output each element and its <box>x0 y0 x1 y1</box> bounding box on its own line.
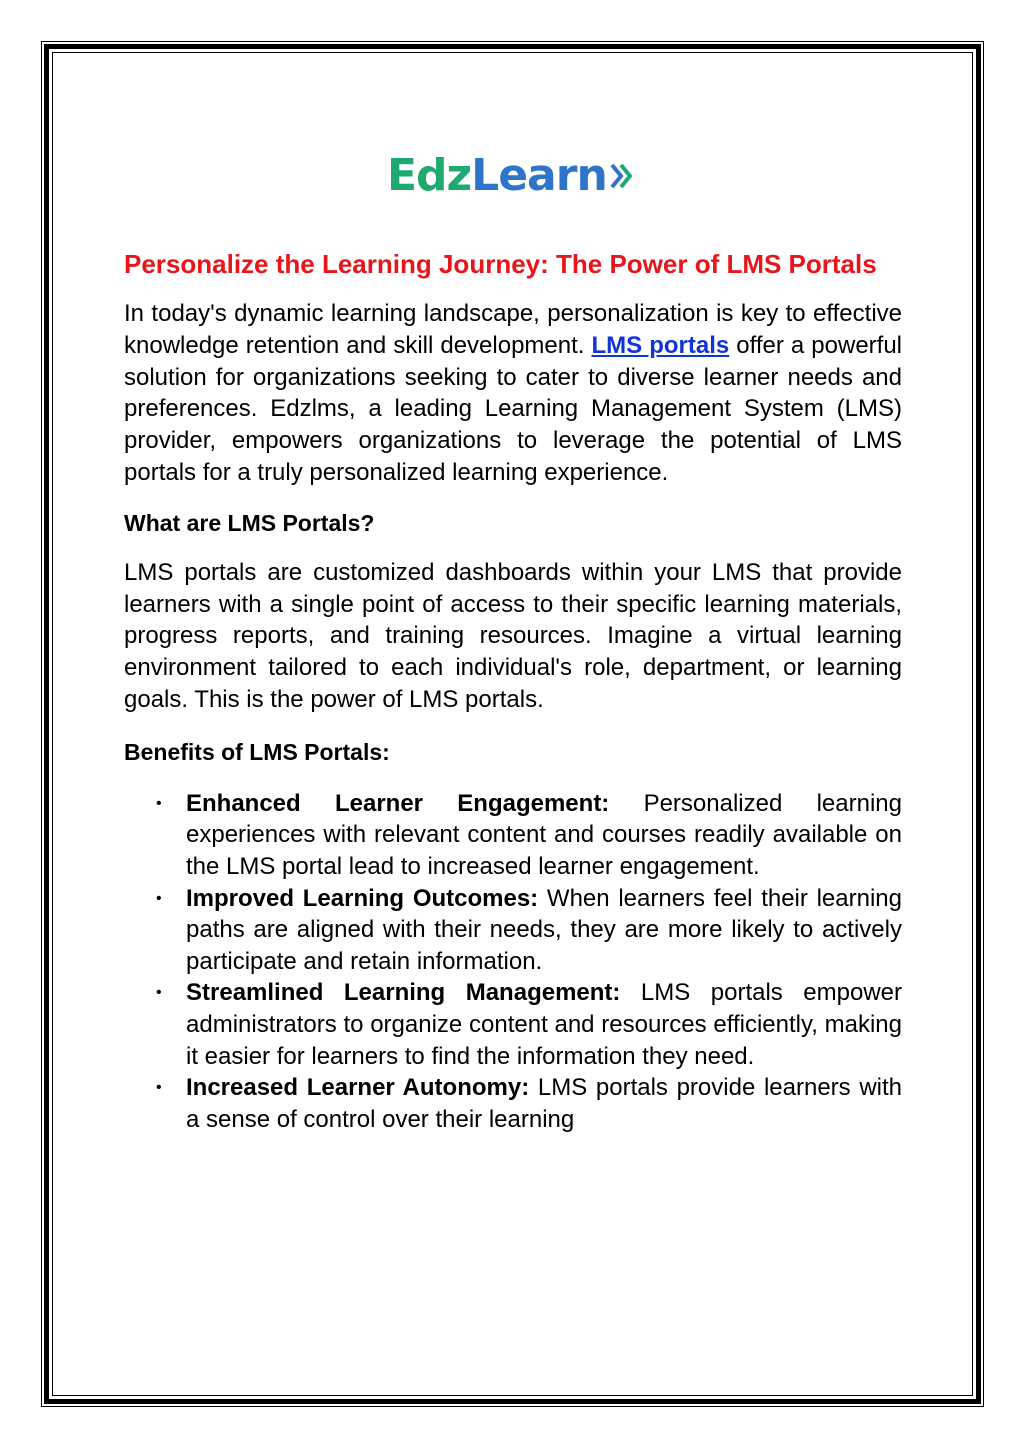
article-content <box>124 246 902 1135</box>
section-heading-what-are-lms-portals: What are LMS Portals? <box>124 509 375 536</box>
benefit-text: When learners feel their learning paths are aligned with their needs, they are more likely to actively participate and retain information. <box>186 884 902 975</box>
section-body-what-are-lms-portals: LMS portals are customized dashboards within your LMS that provide learners with a single point of access to their specific learning materials, progress reports, and training resources. Imagine a virtual learning environment tailored to each individual's role, department, or learning goals. This is the power of LMS portals. <box>124 558 902 713</box>
bullet-icon: • <box>156 889 162 907</box>
section-heading-benefits: Benefits of LMS Portals: <box>124 738 390 765</box>
list-item <box>124 883 902 978</box>
logo-text-edz: Edz <box>387 150 472 201</box>
intro-text-before: In today's dynamic learning landscape, personalization is key to effective knowledge retention and skill development. <box>124 300 902 359</box>
double-chevron-right-icon <box>609 161 635 191</box>
benefit-label: Improved Learning Outcomes: <box>186 884 539 912</box>
benefit-text: Personalized learning experiences with relevant content and courses readily available on the LMS portal lead to increased learner engagement. <box>186 789 902 880</box>
benefit-label: Increased Learner Autonomy: <box>186 1074 530 1102</box>
intro-text-after: offer a powerful solution for organizations seeking to cater to diverse learner needs and preferences. Edzlms, a leading Learning Management System (LMS) provider, empowers organizations to leverage the potential of LMS portals for a truly personalized learning experience. <box>124 331 902 486</box>
list-item <box>124 1072 902 1135</box>
lms-portals-link[interactable]: LMS portals <box>591 331 730 359</box>
benefit-label: Enhanced Learner Engagement: <box>186 789 610 817</box>
edzlearn-logo[interactable] <box>387 150 635 202</box>
benefit-label: Streamlined Learning Management: <box>186 979 621 1007</box>
benefits-list <box>124 788 902 1136</box>
intro-paragraph <box>124 298 902 489</box>
bullet-icon: • <box>156 794 162 812</box>
benefit-text: LMS portals provide learners with a sense of control over their learning <box>186 1074 903 1133</box>
list-item <box>124 977 902 1072</box>
bullet-icon: • <box>156 1079 162 1097</box>
article-title: Personalize the Learning Journey: The Power of LMS Portals <box>124 249 877 279</box>
list-item <box>124 788 902 883</box>
benefit-text: LMS portals empower administrators to organize content and resources efficiently, making it easier for learners to find the information they need. <box>186 979 903 1070</box>
logo-text-learn: Learn <box>471 150 607 201</box>
bullet-icon: • <box>156 984 162 1002</box>
